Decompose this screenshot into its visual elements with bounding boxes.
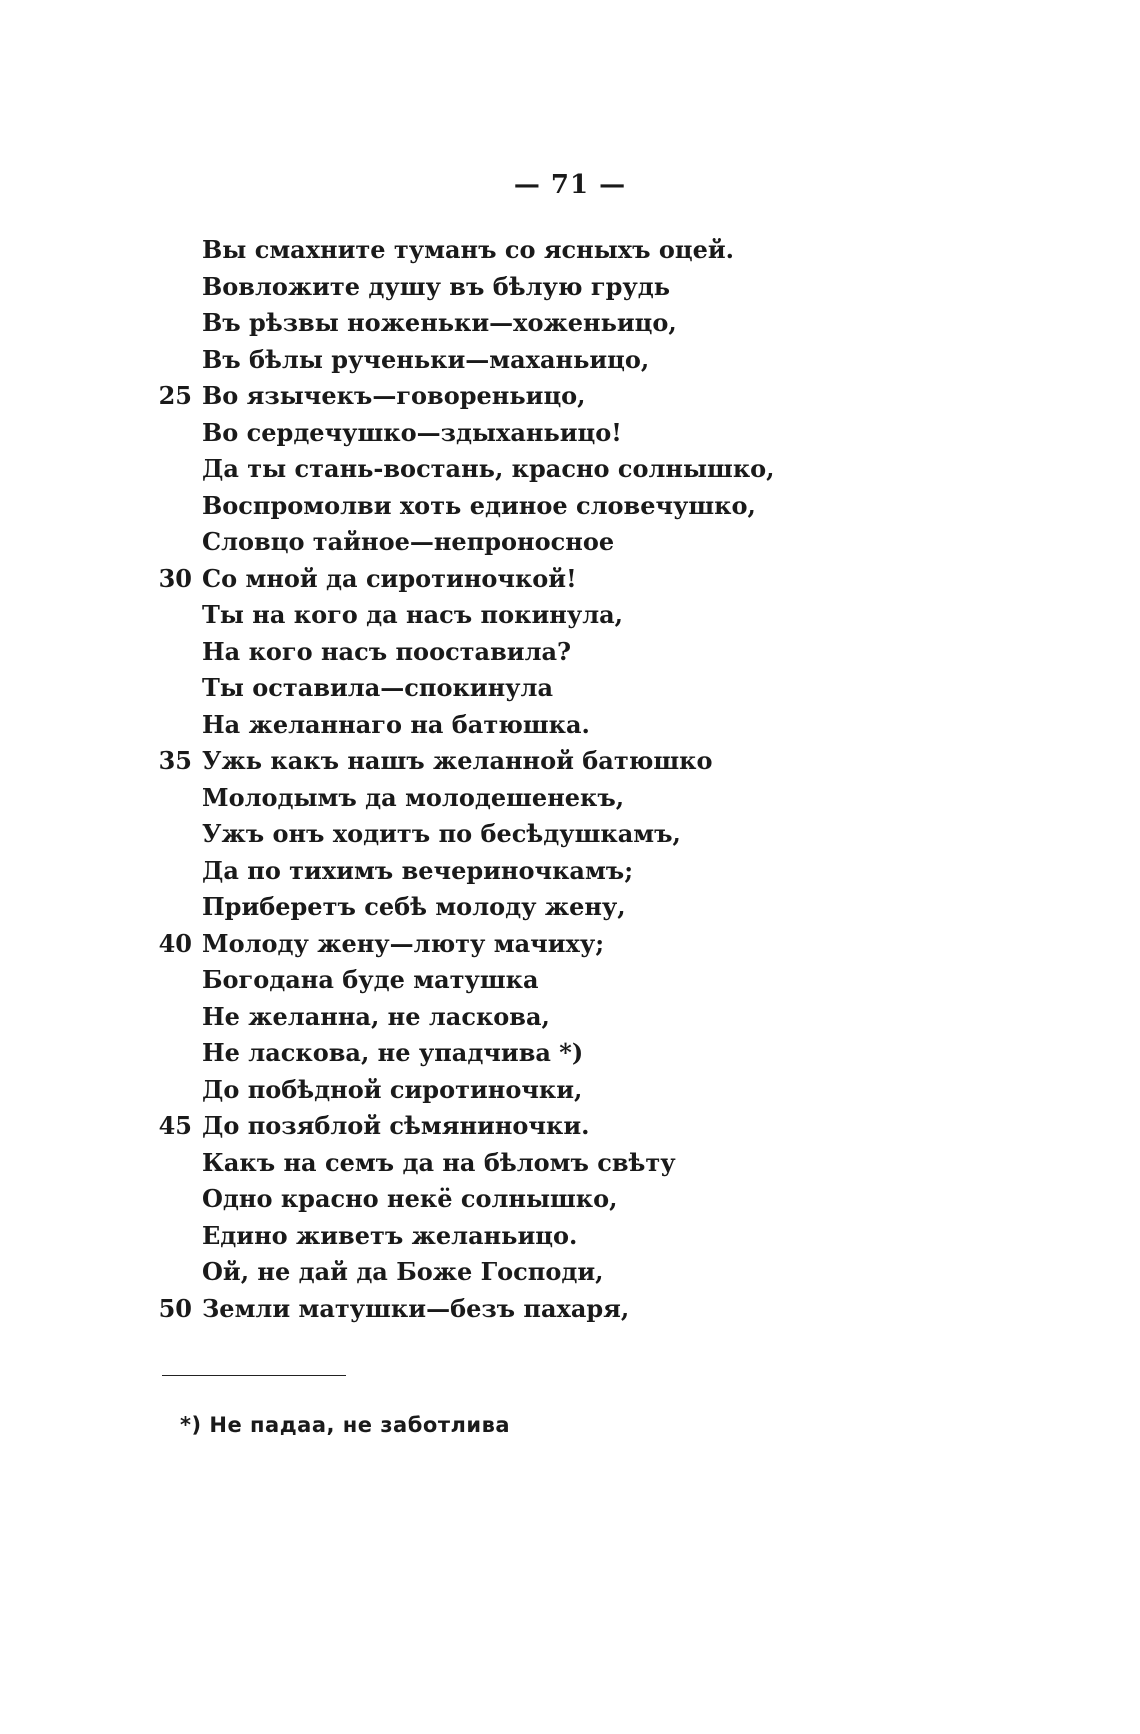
poem-line: [150, 1072, 1050, 1109]
line-text: Во сердечушко—здыханьицо!: [202, 417, 622, 447]
line-text: Въ рѣзвы ноженьки—хоженьицо,: [202, 308, 677, 337]
line-text: До позяблой сѣмяниночки.: [202, 1111, 590, 1140]
line-number: 40: [158, 928, 192, 958]
poem-line: [150, 853, 1050, 890]
line-text: Со мной да сиротиночкой!: [202, 563, 577, 593]
line-text: Словцо тайное—непроносное: [202, 527, 615, 556]
footnote: *) Не падаа, не заботлива: [180, 1413, 511, 1437]
line-text: Молодымъ да молодешенекъ,: [202, 782, 625, 812]
line-text: На кого насъ пооставила?: [202, 636, 572, 666]
line-text: Ой, не дай да Боже Господи,: [202, 1257, 604, 1286]
line-number: 45: [158, 1111, 192, 1140]
line-number: 30: [158, 563, 192, 593]
poem-line: [150, 415, 1050, 452]
poem-line: [150, 1254, 1050, 1291]
poem-line: [150, 1108, 1050, 1145]
poem-line: [150, 561, 1050, 598]
line-text: Одно красно некё солнышко,: [202, 1184, 618, 1213]
line-text: До побѣдной сиротиночки,: [202, 1074, 583, 1104]
poem-line: [150, 232, 1050, 269]
line-text: Да по тихимъ вечериночкамъ;: [202, 855, 634, 885]
poem-line: [150, 597, 1050, 634]
poem-line: [150, 670, 1050, 707]
poem-line: [150, 634, 1050, 671]
line-text: Молоду жену—люту мачиху;: [202, 928, 605, 958]
poem-line: [150, 342, 1050, 379]
poem-text: [150, 232, 1050, 1327]
poem-line: [150, 816, 1050, 853]
poem-line: [150, 707, 1050, 744]
line-text: Земли матушки—безъ пахаря,: [202, 1293, 630, 1323]
poem-line: [150, 378, 1050, 415]
poem-line: [150, 524, 1050, 561]
line-text: Приберетъ себѣ молоду жену,: [202, 892, 626, 921]
poem-line: [150, 889, 1050, 926]
poem-line: [150, 926, 1050, 963]
line-text: Ты оставила—спокинула: [202, 673, 553, 702]
poem-line: [150, 1035, 1050, 1072]
page-number: — 71 —: [513, 170, 627, 200]
footnote-divider: [162, 1375, 346, 1376]
poem-line: [150, 1181, 1050, 1218]
poem-line: [150, 743, 1050, 780]
line-text: Какъ на семъ да на бѣломъ свѣту: [202, 1147, 676, 1177]
poem-line: [150, 305, 1050, 342]
line-text: Не ласкова, не упадчива *): [202, 1038, 584, 1067]
poem-line: [150, 780, 1050, 817]
line-number: 25: [158, 381, 192, 410]
poem-line: [150, 962, 1050, 999]
line-text: Богодана буде матушка: [202, 965, 539, 994]
line-text: Не желанна, не ласкова,: [202, 1001, 550, 1031]
poem-line: [150, 1145, 1050, 1182]
line-text: Во язычекъ—говореньицо,: [202, 381, 586, 410]
line-text: На желаннаго на батюшка.: [202, 709, 590, 739]
line-text: Ужъ онъ ходитъ по бесѣдушкамъ,: [202, 819, 681, 848]
line-number: 50: [158, 1293, 192, 1323]
poem-line: [150, 1218, 1050, 1255]
line-text: Воспромолви хоть единое словечушко,: [202, 490, 756, 520]
line-text: Ты на кого да насъ покинула,: [202, 600, 624, 629]
line-text: Вы смахните туманъ со ясныхъ оцей.: [202, 235, 735, 264]
line-text: Едино живетъ желаньицо.: [202, 1220, 578, 1250]
poem-line: [150, 451, 1050, 488]
poem-line: [150, 1291, 1050, 1328]
poem-line: [150, 999, 1050, 1036]
line-text: Ужь какъ нашъ желанной батюшко: [202, 746, 713, 775]
line-text: Да ты стань-востань, красно солнышко,: [202, 454, 775, 483]
line-number: 35: [158, 746, 192, 775]
poem-line: [150, 488, 1050, 525]
line-text: Въ бѣлы рученьки—маханьицо,: [202, 344, 650, 374]
poem-line: [150, 269, 1050, 306]
line-text: Вовложите душу въ бѣлую грудь: [202, 271, 671, 301]
